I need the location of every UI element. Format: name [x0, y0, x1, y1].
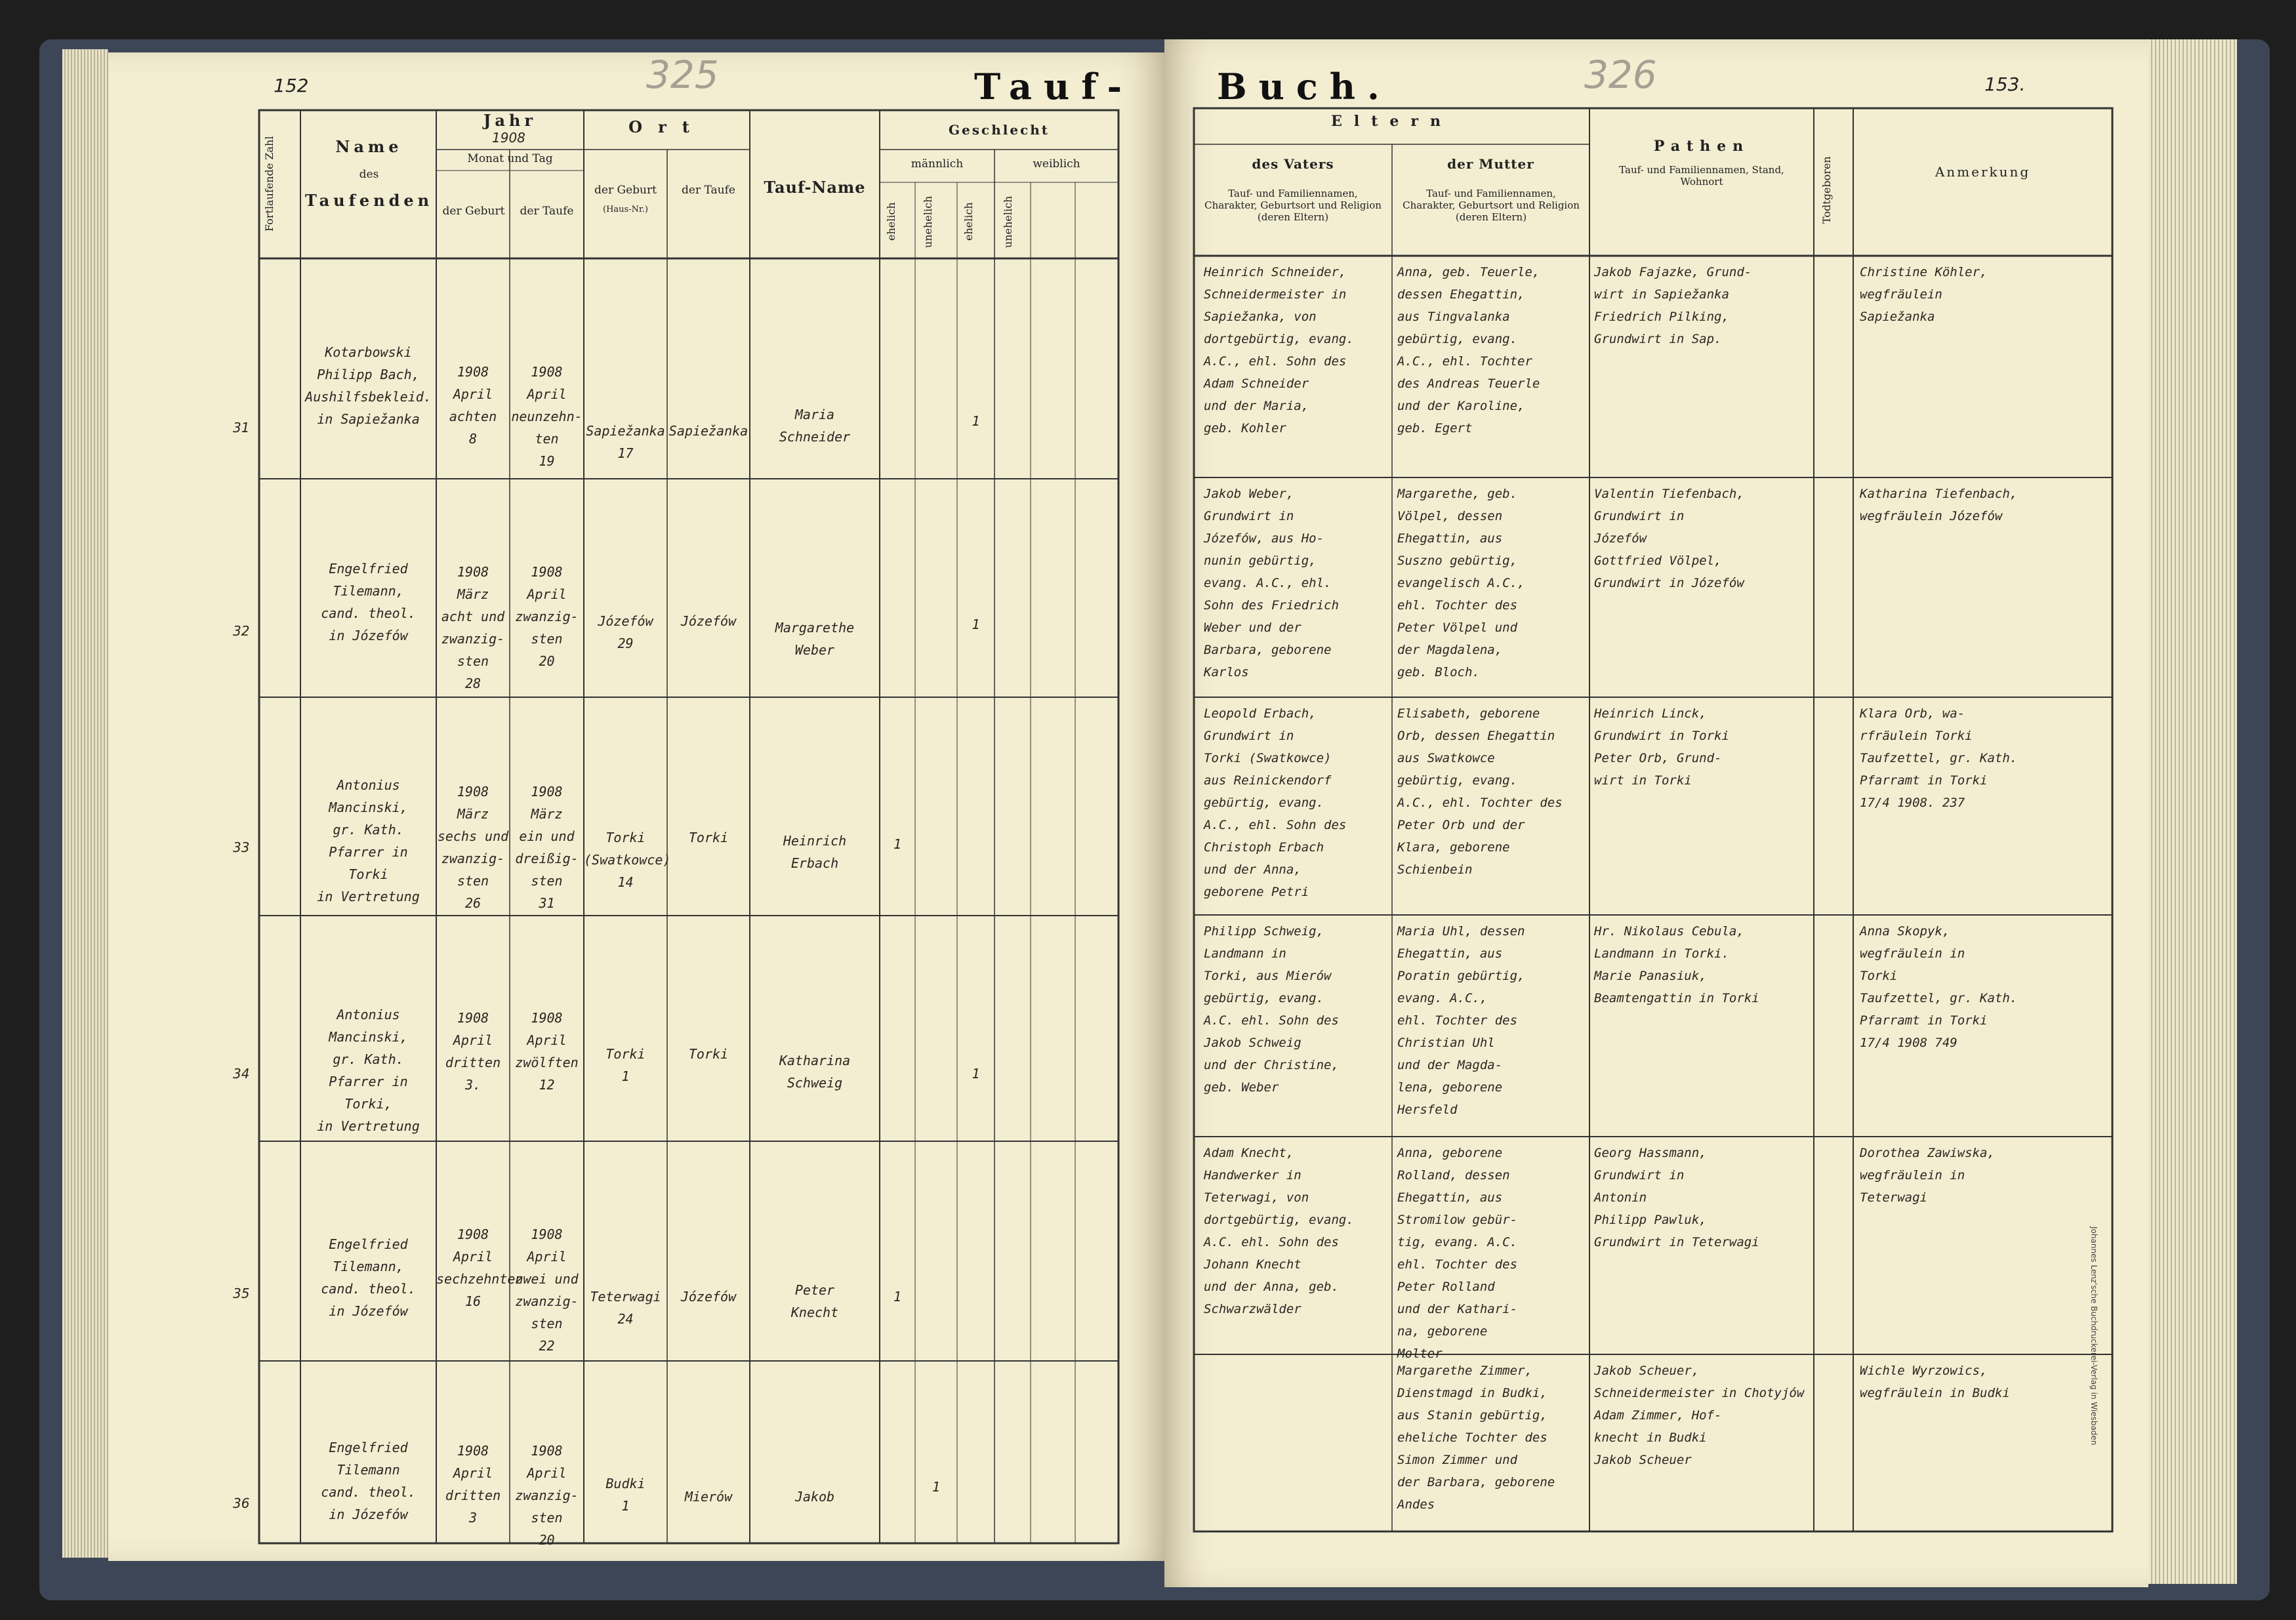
entry-baptism-name: Jakob	[794, 1489, 835, 1505]
col-mutter-desc: Tauf- und Familiennamen, Charakter, Geburtsort und Religion (deren Eltern)	[1403, 188, 1580, 223]
entry-number: 36	[233, 1495, 250, 1511]
entry-remark: Katharina Tiefenbach, wegfräulein Józefów	[1860, 487, 2018, 523]
title-right: Buch.	[1217, 66, 1391, 108]
col-der-geburt: der Geburt	[442, 205, 505, 218]
title-left: Tauf-	[974, 66, 1134, 108]
entry-baptism-name: Peter Knecht	[790, 1282, 839, 1320]
right-page-number: 153.	[1984, 73, 2026, 95]
entry-baptism-place: Torki	[688, 830, 729, 845]
entry-baptism-date: 1908 März ein und dreißig- sten 31	[515, 784, 579, 911]
entry-birth-place: Torki 1	[605, 1046, 646, 1084]
col-pathen: Pathen	[1653, 138, 1750, 155]
entry-sex-mark: 1	[893, 1289, 902, 1305]
left-page-edges	[62, 49, 108, 1558]
entry-father: Heinrich Schneider, Schneidermeister in Sapiežanka, von dortgebürtig, evang. A.C., ehl. Sohn des Adam Schneider und der Maria, geb. Kohler	[1204, 265, 1354, 435]
right-page-edges	[2135, 39, 2237, 1584]
right-pencil-number: 326	[1584, 52, 1657, 97]
entry-godparents: Jakob Scheuer, Schneidermeister in Chotyjów Adam Zimmer, Hof- knecht in Budki Jakob Scheuer	[1594, 1364, 1805, 1467]
col-jahr: Jahr	[483, 111, 537, 130]
entry-birth-place: Torki (Swatkowce) 14	[584, 830, 671, 890]
entry-mother: Margarethe, geb. Völpel, dessen Ehegattin, aus Suszno gebürtig, evangelisch A.C., ehl. Tochter des Peter Völpel und der Magdalena, geb. Bloch.	[1397, 487, 1525, 679]
entry-name: Antonius Mancinski, gr. Kath. Pfarrer in Torki, in Vertretung	[317, 1007, 420, 1134]
col-jahr-value: 1908	[492, 130, 525, 146]
col-fortlaufende-zahl: Fortlaufende Zahl	[263, 136, 276, 232]
entry-remark: Klara Orb, wa- rfräulein Torki Taufzettel, gr. Kath. Pfarramt in Torki 17/4 1908. 237	[1860, 706, 2018, 810]
col-ort-taufe: der Taufe	[682, 184, 735, 197]
col-ort: Ort	[628, 117, 705, 136]
col-name-3: Taufenden	[305, 191, 434, 210]
printer-imprint: Johannes Lenz'sche Buchdruckerei-Verlag in Wiesbaden	[2089, 1226, 2099, 1446]
entry-father: Adam Knecht, Handwerker in Teterwagi, von dortgebürtig, evang. A.C. ehl. Sohn des Johann Knecht und der Anna, geb. Schwarzwälder	[1204, 1146, 1354, 1316]
entry-baptism-date: 1908 April zwanzig- sten 20	[515, 564, 579, 669]
entry-name: Engelfried Tilemann, cand. theol. in Józefów	[321, 561, 416, 643]
entry-mother: Margarethe Zimmer, Dienstmagd in Budki, aus Stanin gebürtig, eheliche Tochter des Simon Zimmer und der Barbara, geborene Andes	[1397, 1364, 1555, 1512]
col-pathen-desc: Tauf- und Familiennamen, Stand, Wohnort	[1619, 164, 1784, 188]
entry-father: Jakob Weber, Grundwirt in Józefów, aus Ho- nunin gebürtig, evang. A.C., ehl. Sohn des Friedrich Weber und der Barbara, geborene Karlos	[1204, 487, 1339, 679]
entry-father: Philipp Schweig, Landmann in Torki, aus Mierów gebürtig, evang. A.C. ehl. Sohn des Jakob Schweig und der Christine, geb. Weber	[1204, 924, 1339, 1095]
entry-number: 34	[233, 1066, 250, 1082]
entry-sex-mark: 1	[972, 1066, 980, 1082]
entry-name: Kotarbowski Philipp Bach, Aushilfsbekleid. in Sapiežanka	[305, 344, 432, 427]
entry-sex-mark: 1	[932, 1479, 941, 1495]
entry-baptism-date: 1908 April zwölften 12	[515, 1010, 579, 1093]
entry-baptism-place: Józefów	[680, 613, 737, 629]
col-haus-nr: (Haus-Nr.)	[603, 205, 648, 214]
entry-baptism-name: Katharina Schweig	[779, 1053, 851, 1091]
entry-birth-place: Budki 1	[605, 1476, 646, 1514]
entry-baptism-date: 1908 April zwei und zwanzig- sten 22	[515, 1226, 579, 1354]
entry-number: 32	[233, 623, 250, 639]
left-table-grid	[108, 52, 1164, 1561]
entry-mother: Maria Uhl, dessen Ehegattin, aus Poratin gebürtig, evang. A.C., ehl. Tochter des Christian Uhl und der Magda- lena, geborene Hersfeld	[1397, 924, 1525, 1117]
col-unehelich-w: unehelich	[1002, 195, 1014, 248]
col-unehelich-m: unehelich	[922, 195, 934, 248]
col-todtgeboren: Todtgeboren	[1820, 156, 1833, 224]
col-weiblich: weiblich	[1033, 157, 1080, 171]
entry-birth-date: 1908 März acht und zwanzig- sten 28	[441, 564, 505, 691]
entry-birth-date: 1908 April dritten 3.	[445, 1010, 501, 1093]
entry-birth-place: Józefów 29	[598, 613, 653, 651]
col-geschlecht: Geschlecht	[948, 122, 1050, 138]
entry-name: Engelfried Tilemann, cand. theol. in Józefów	[321, 1236, 416, 1319]
entry-birth-date: 1908 April sechzehnten 16	[436, 1226, 523, 1309]
col-des-vaters: des Vaters	[1252, 156, 1334, 172]
entry-birth-place: Teterwagi 24	[590, 1289, 661, 1327]
right-page	[1164, 39, 2148, 1587]
entry-baptism-name: Heinrich Erbach	[783, 833, 847, 871]
entry-baptism-date: 1908 April neunzehn- ten 19	[511, 364, 583, 469]
left-page-number: 152	[274, 75, 309, 96]
col-monat-tag: Monat und Tag	[467, 152, 553, 165]
entry-baptism-place: Torki	[688, 1046, 729, 1062]
col-vater-desc: Tauf- und Familiennamen, Charakter, Geburtsort und Religion (deren Eltern)	[1204, 188, 1382, 223]
col-tauf-name: Tauf-Name	[764, 178, 866, 197]
col-anmerkung: Anmerkung	[1935, 164, 2031, 180]
entry-number: 35	[233, 1286, 250, 1301]
entry-sex-mark: 1	[972, 617, 980, 632]
entry-father: Leopold Erbach, Grundwirt in Torki (Swatkowce) aus Reinickendorf gebürtig, evang. A.C., ehl. Sohn des Christoph Erbach und der Anna, geborene Petri	[1204, 706, 1347, 899]
entry-name: Engelfried Tilemann cand. theol. in Józefów	[321, 1440, 416, 1522]
entry-godparents: Heinrich Linck, Grundwirt in Torki Peter Orb, Grund- wirt in Torki	[1594, 706, 1729, 788]
entry-baptism-place: Mierów	[684, 1489, 733, 1505]
entry-birth-date: 1908 April dritten 3	[445, 1443, 501, 1526]
col-ort-geburt: der Geburt	[594, 184, 657, 197]
col-name-2: des	[359, 168, 379, 181]
col-maennlich: männlich	[911, 157, 964, 171]
entry-mother: Elisabeth, geborene Orb, dessen Ehegattin aus Swatkowce gebürtig, evang. A.C., ehl. Tochter des Peter Orb und der Klara, geborene Schienbein	[1397, 706, 1563, 877]
entry-baptism-place: Sapiežanka	[668, 423, 748, 439]
entry-sex-mark: 1	[972, 413, 980, 429]
entry-remark: Wichle Wyrzowics, wegfräulein in Budki	[1860, 1364, 2010, 1400]
col-der-mutter: der Mutter	[1447, 156, 1534, 172]
col-eltern: Eltern	[1331, 113, 1452, 130]
entry-godparents: Valentin Tiefenbach, Grundwirt in Józefów Gottfried Völpel, Grundwirt in Józefów	[1594, 487, 1744, 590]
entry-baptism-name: Margarethe Weber	[775, 620, 855, 658]
entry-birth-date: 1908 April achten 8	[449, 364, 497, 447]
col-der-taufe: der Taufe	[520, 205, 574, 218]
entry-number: 31	[233, 420, 250, 435]
entry-godparents: Jakob Fajazke, Grund- wirt in Sapiežanka Friedrich Pilking, Grundwirt in Sap.	[1594, 265, 1752, 346]
entry-mother: Anna, geb. Teuerle, dessen Ehegattin, aus Tingvalanka gebürtig, evang. A.C., ehl. Tochter des Andreas Teuerle und der Karoline, geb. Egert	[1397, 265, 1540, 435]
entry-remark: Christine Köhler, wegfräulein Sapiežanka	[1860, 265, 1988, 324]
entry-godparents: Hr. Nikolaus Cebula, Landmann in Torki. Marie Panasiuk, Beamtengattin in Torki	[1594, 924, 1759, 1005]
entry-remark: Anna Skopyk, wegfräulein in Torki Taufzettel, gr. Kath. Pfarramt in Torki 17/4 1908 749	[1860, 924, 2018, 1050]
entry-birth-place: Sapiežanka 17	[586, 423, 665, 461]
entry-name: Antonius Mancinski, gr. Kath. Pfarrer in Torki in Vertretung	[317, 777, 420, 904]
col-name-1: Name	[335, 137, 403, 156]
entry-baptism-date: 1908 April zwanzig- sten 20	[515, 1443, 579, 1548]
entry-remark: Dorothea Zawiwska, wegfräulein in Teterwagi	[1860, 1146, 1995, 1205]
col-ehelich-w: ehelich	[962, 202, 975, 241]
entry-sex-mark: 1	[893, 836, 902, 852]
col-ehelich-m: ehelich	[885, 202, 897, 241]
left-page	[108, 52, 1164, 1561]
entry-baptism-place: Józefów	[680, 1289, 737, 1305]
left-pencil-number: 325	[646, 52, 719, 97]
entry-birth-date: 1908 März sechs und zwanzig- sten 26	[437, 784, 509, 911]
entry-baptism-name: Maria Schneider	[779, 407, 851, 445]
entry-godparents: Georg Hassmann, Grundwirt in Antonin Philipp Pawluk, Grundwirt in Teterwagi	[1594, 1146, 1759, 1249]
entry-mother: Anna, geborene Rolland, dessen Ehegattin, aus Stromilow gebür- tig, evang. A.C. ehl. Tochter des Peter Rolland und der Kathari- na, geborene Molter	[1397, 1146, 1518, 1361]
entry-number: 33	[233, 840, 250, 855]
